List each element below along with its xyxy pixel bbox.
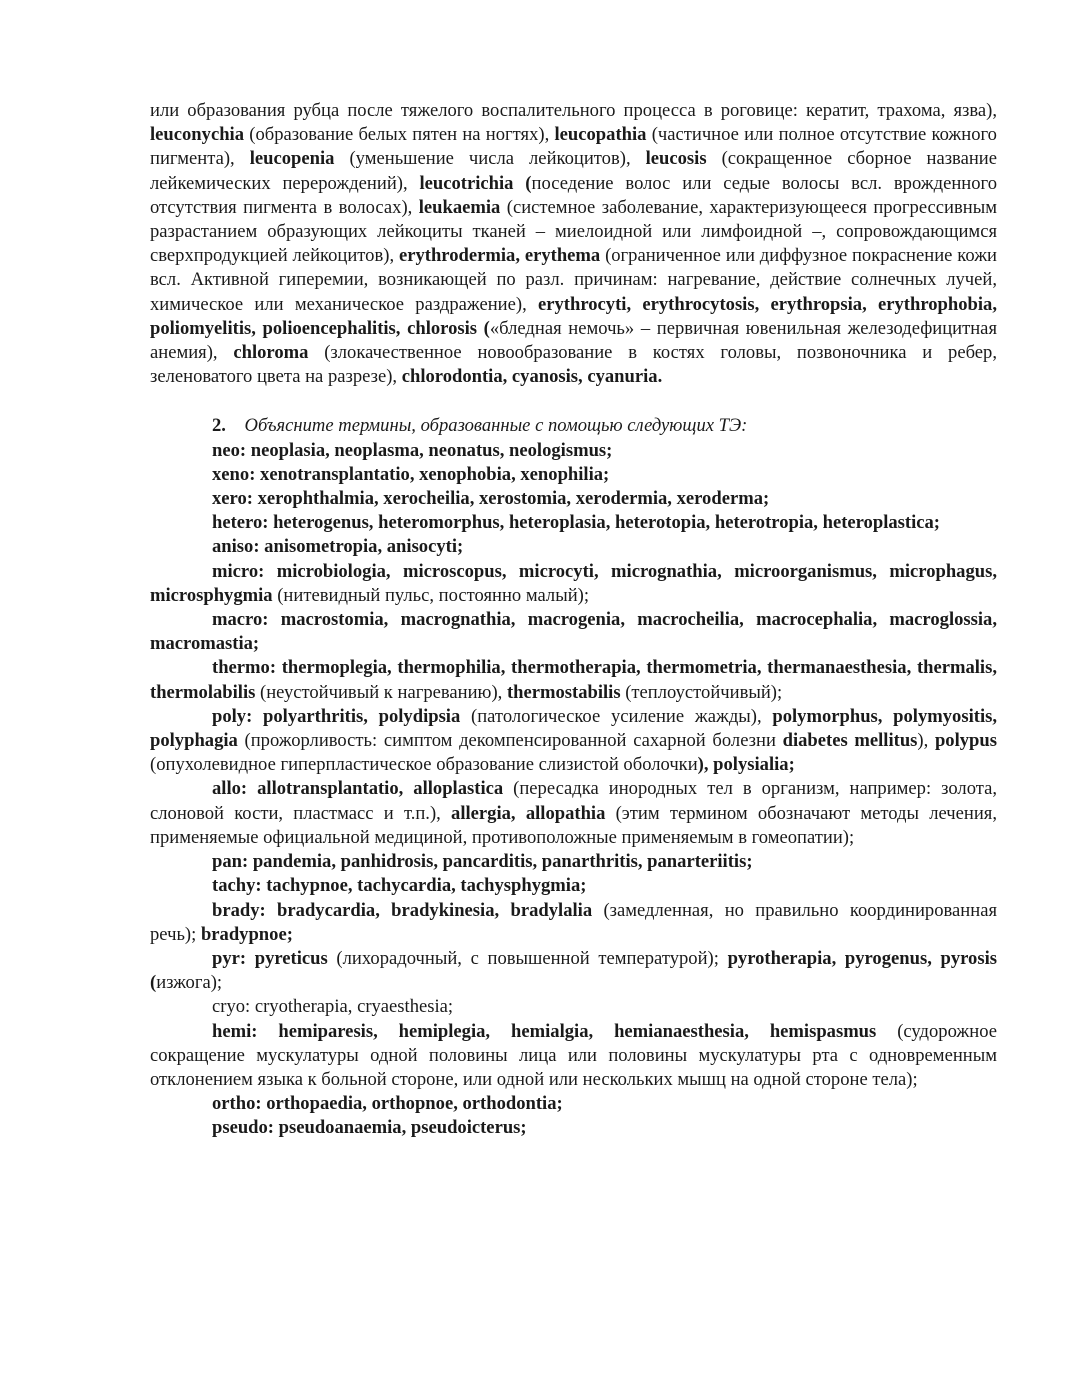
term-entry	[150, 487, 997, 511]
term-text: leucotrichia (	[419, 172, 532, 194]
term-entry	[150, 608, 997, 656]
term-text: erythrocyti, erythrocytosis, erythropsia, erythrophobia, poliomyelitis, polioencephalitis, chlorosis (	[150, 293, 997, 339]
definition-text: (лихорадочный, с повышенной температурой);	[327, 947, 728, 969]
term-text: aniso: anisometropia, anisocyti;	[212, 536, 464, 558]
definition-text: (опухолевидное гиперпластическое образование слизистой оболочки	[150, 754, 698, 776]
term-text: thermo: thermoplegia, thermophilia, thermotherapia, thermometria, thermanaesthesia, thermalis, thermolabilis	[150, 657, 997, 703]
definition-text: «бледная немочь» – первичная ювенильная железодефицитная анемия),	[150, 317, 997, 364]
definition-text: (неустойчивый к нагреванию),	[255, 681, 507, 703]
task-number: 2.	[212, 415, 226, 437]
term-text: ortho: orthopaedia, orthopnoe, orthodontia;	[212, 1093, 563, 1115]
definition-text: (пересадка инородных тел в организм, например: золота, слоновой кости, пластмасс и т.п.),	[150, 778, 998, 824]
term-text: allo: allotransplantatio, alloplastica	[212, 778, 504, 800]
definition-text: (судорожное сокращение мускулатуры одной половины лица или половины мускулатуры рта с одновременным отклонением языка к больной стороне, или одной или нескольких мышц на одной стороне тела);	[150, 1020, 997, 1090]
definition-text: (сокращенное сборное название лейкемических перерождений),	[150, 148, 997, 194]
term-text: leucosis	[645, 148, 707, 170]
term-entry	[150, 899, 997, 947]
term-entry	[150, 947, 997, 995]
term-entry	[150, 777, 997, 850]
term-text: polymorphus, polymyositis, polyphagia	[150, 705, 997, 752]
term-text: chlorodontia, cyanosis, cyanuria.	[401, 366, 663, 388]
term-entry	[150, 850, 997, 874]
definition-text: (прожорливость: симптом декомпенсированной сахарной болезни	[237, 730, 783, 752]
task-heading	[150, 414, 997, 438]
definition-text: cryo: cryotherapia, cryaesthesia;	[212, 996, 454, 1018]
term-text: leucopathia	[554, 124, 647, 146]
definition-text: (злокачественное новообразование в костях головы, позвоночника и ребер, зеленоватого цвета на разрезе),	[150, 342, 998, 388]
definition-text: или образования рубца после тяжелого воспалительного процесса в роговице: кератит, трахома, язва),	[150, 100, 997, 121]
definition-text: ),	[917, 730, 935, 752]
term-text: xero: xerophthalmia, xerocheilia, xerostomia, xerodermia, xeroderma;	[212, 488, 770, 510]
term-entry	[150, 874, 997, 898]
term-text: chloroma	[233, 342, 309, 364]
term-entry	[150, 1020, 997, 1093]
term-text: pseudo: pseudoanaemia, pseudoicterus;	[212, 1117, 527, 1139]
definition-text: (ограниченное или диффузное покраснение кожи всл. Активной гиперемии, возникающей по разл. причинам: нагревание, действие солнечных лучей, химическое или механическое раздражение),	[150, 245, 997, 315]
term-entry	[150, 511, 997, 535]
term-text: hemi: hemiparesis, hemiplegia, hemialgia, hemianaesthesia, hemispasmus	[212, 1020, 877, 1042]
definition-text: (патологическое усиление жажды),	[460, 705, 773, 727]
term-text: thermostabilis	[506, 681, 621, 703]
paragraph-gap	[150, 389, 997, 414]
term-list	[150, 439, 997, 1141]
term-text: leuconychia	[150, 124, 245, 146]
definition-text: (этим термином обозначают методы лечения, применяемые официальной медициной, противоположные применяемым в гомеопатии);	[150, 802, 997, 848]
term-text: allergia, allopathia	[451, 802, 606, 824]
term-text: pyr: pyreticus	[212, 947, 328, 969]
task-title: Объясните термины, образованные с помощью следующих ТЭ:	[244, 415, 748, 437]
term-text: hetero: heterogenus, heteromorphus, heteroplasia, heterotopia, heterotropia, heteroplastica;	[212, 512, 940, 534]
definition-text: (системное заболевание, характеризующееся прогрессивным разрастанием образующих лейкоциты тканей – миелоидной или лимфоидной –, сопровождающимся сверхпродукцией лейкоцитов),	[150, 196, 997, 267]
document-body	[150, 99, 997, 1141]
term-text: pyrotherapia, pyrogenus, pyrosis (	[150, 947, 997, 994]
term-text: micro: microbiologia, microscopus, microcyti, micrognathia, microorganismus, microphagus, microsphygmia	[150, 560, 997, 606]
term-text: xeno: xenotransplantatio, xenophobia, xenophilia;	[212, 463, 610, 485]
definition-text: (образование белых пятен на ногтях),	[244, 124, 555, 146]
term-entry	[150, 1092, 997, 1116]
definition-text: (теплоустойчивый);	[620, 681, 783, 703]
term-text: poly: polyarthritis, polydipsia	[212, 705, 461, 727]
definition-text: изжога);	[156, 972, 223, 994]
term-text: leucopenia	[249, 148, 335, 170]
term-text: erythrodermia, erythema	[398, 245, 601, 267]
term-text: ), polysialia;	[697, 754, 795, 776]
term-text: polypus	[934, 730, 997, 752]
term-entry	[150, 995, 997, 1019]
term-text: leukaemia	[418, 196, 501, 218]
term-entry	[150, 439, 997, 463]
term-text: macro: macrostomia, macrognathia, macrogenia, macrocheilia, macrocephalia, macroglossia, macromastia;	[150, 609, 997, 655]
term-entry	[150, 656, 997, 704]
term-text: tachy: tachypnoe, tachycardia, tachysphygmia;	[212, 875, 587, 897]
term-entry	[150, 560, 997, 608]
term-entry	[150, 705, 997, 778]
definition-text: (частичное или полное отсутствие кожного пигмента),	[150, 124, 997, 170]
term-text: pan: pandemia, panhidrosis, pancarditis, panarthritis, panarteriitis;	[212, 851, 753, 873]
definition-text: (уменьшение числа лейкоцитов),	[334, 148, 646, 170]
definition-text: (замедленная, но правильно координированная речь);	[150, 899, 998, 945]
term-text: bradypnoe;	[200, 923, 293, 945]
intro-paragraph	[150, 99, 997, 389]
definition-text: поседение волос или седые волосы всл. врожденного отсутствия пигмента в волосах),	[150, 172, 997, 218]
term-text: brady: bradycardia, bradykinesia, bradylalia	[212, 899, 593, 921]
term-entry	[150, 535, 997, 559]
term-text: neo: neoplasia, neoplasma, neonatus, neologismus;	[212, 439, 613, 461]
term-entry	[150, 463, 997, 487]
term-text: diabetes mellitus	[782, 730, 918, 752]
term-entry	[150, 1116, 997, 1140]
definition-text: (нитевидный пульс, постоянно малый);	[272, 584, 590, 606]
